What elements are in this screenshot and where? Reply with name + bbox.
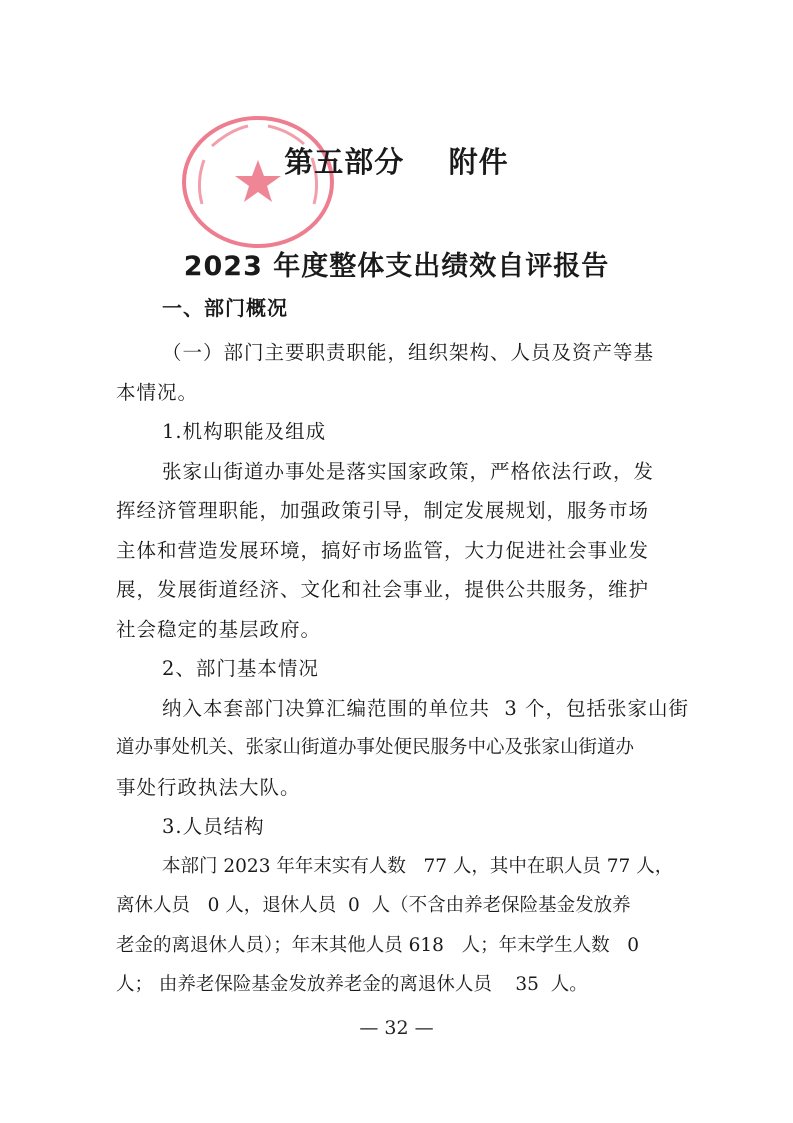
paragraph-line: 离休人员 0 人，退休人员 0 人（不含由养老保险基金发放养 <box>116 895 631 916</box>
section-heading-department-overview: 一、部门概况 <box>162 296 288 320</box>
page-number: — 32 — <box>359 1017 434 1039</box>
subheading-line: 3.人员结构 <box>162 815 265 838</box>
paragraph-line: 挥经济管理职能，加强政策引导，制定发展规划，服务市场 <box>116 499 650 522</box>
paragraph-line: 展，发展街道经济、文化和社会事业，提供公共服务，维护 <box>116 578 650 601</box>
paragraph-line: 道办事处机关、张家山街道办事处便民服务中心及张家山街道办 <box>116 737 635 758</box>
report-title: 2023 年度整体支出绩效自评报告 <box>183 251 610 282</box>
subheading-line: 2、部门基本情况 <box>162 657 319 680</box>
subheading-line: 1.机构职能及组成 <box>162 420 327 443</box>
paragraph-line: 张家山街道办事处是落实国家政策，严格依法行政，发 <box>162 460 655 483</box>
paragraph-line: 事处行政执法大队。 <box>116 776 301 799</box>
paragraph-line: 纳入本套部门决算汇编范围的单位共 3 个，包括张家山街 <box>162 697 690 720</box>
paragraph-line: 老金的离退休人员）；年末其他人员 618 人；年末学生人数 0 <box>116 935 639 956</box>
paragraph-line: （一）部门主要职责职能，组织架构、人员及资产等基 <box>162 341 655 364</box>
paragraph-line: 本部门 2023 年年末实有人数 77 人，其中在职人员 77 人， <box>162 856 674 877</box>
official-seal-stamp <box>178 112 338 252</box>
paragraph-line: 人； 由养老保险基金发放养老金的离退休人员 35 人。 <box>116 974 588 995</box>
paragraph-line: 本情况。 <box>116 381 199 404</box>
paragraph-line: 社会稳定的基层政府。 <box>116 618 322 641</box>
part-title: 第五部分 附件 <box>284 145 509 179</box>
paragraph-line: 主体和营造发展环境，搞好市场监管，大力促进社会事业发 <box>116 539 650 562</box>
